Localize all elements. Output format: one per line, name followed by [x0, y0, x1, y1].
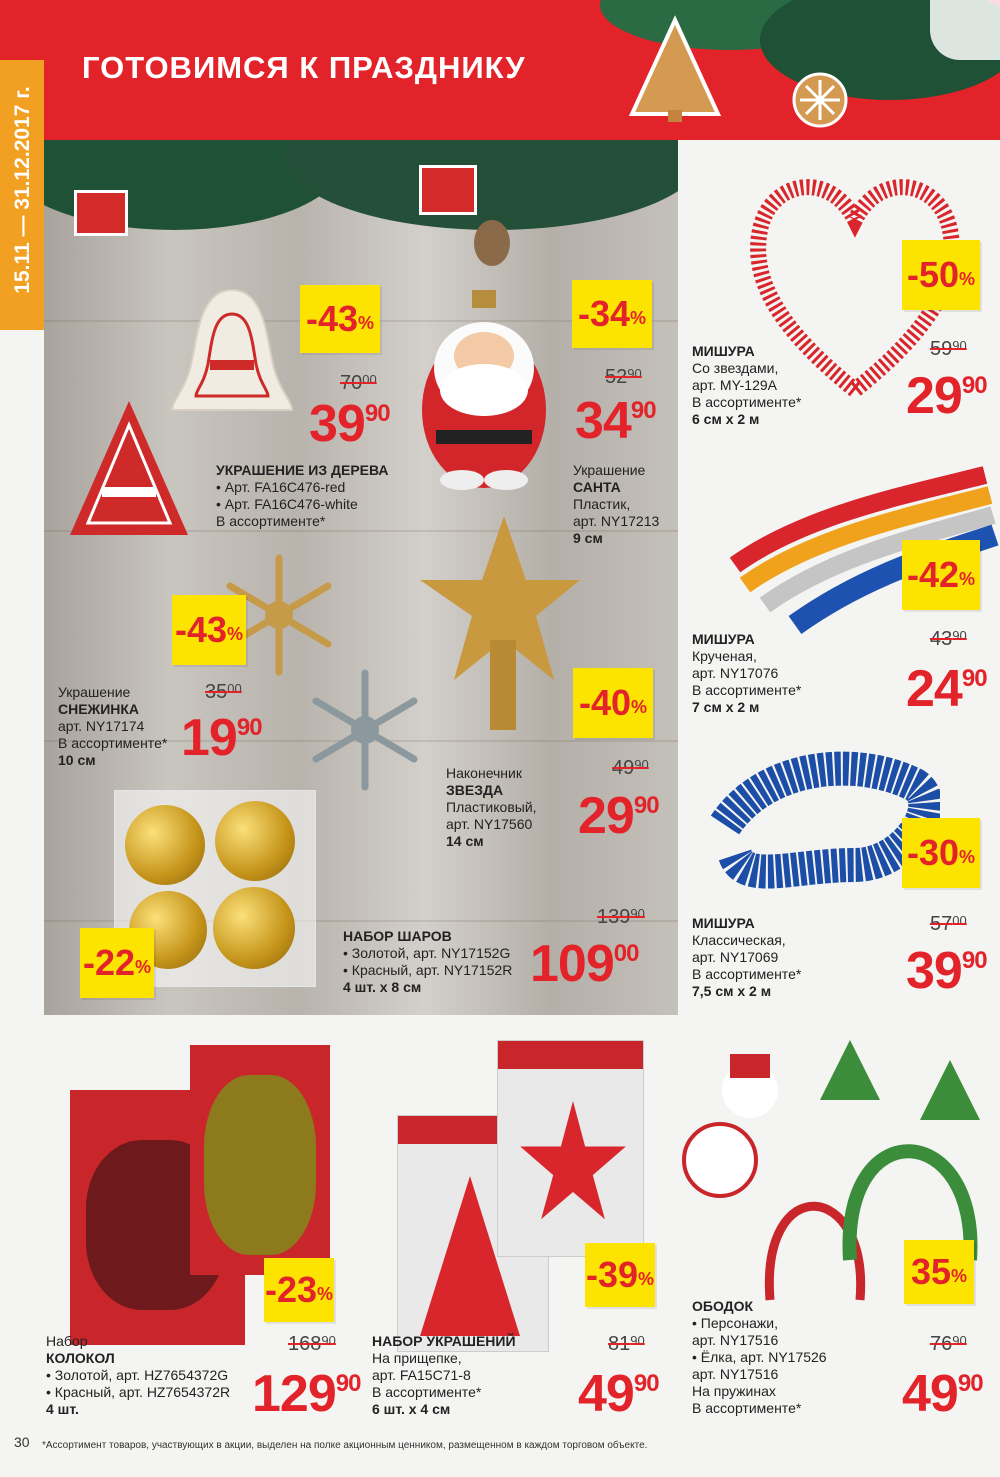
- silver-snowflake-image: [300, 665, 430, 795]
- current-price: $34^{90}$: [575, 392, 656, 450]
- product-description: МИШУРА Классическая, арт. NY17069 В ассортименте* 7,5 см х 2 м: [692, 915, 802, 999]
- product-description: МИШУРА Крученая, арт. NY17076 В ассортименте* 7 см х 2 м: [692, 631, 802, 715]
- old-price: $168^{90}$: [288, 1333, 336, 1355]
- gingerbread-tree-decoration: [620, 14, 730, 124]
- fir-branch-decoration: [284, 140, 678, 230]
- product-description: Наконечник ЗВЕЗДА Пластиковый, арт. NY17560 14 см: [446, 765, 537, 849]
- wooden-tree-ornament-image: [64, 395, 194, 545]
- page-header: [0, 0, 1000, 140]
- current-price: $39^{90}$: [906, 942, 987, 1000]
- gift-box-decoration: [930, 0, 1000, 60]
- discount-badge: 35%: [904, 1240, 974, 1304]
- clip-decor-package-2-image: [497, 1040, 644, 1257]
- discount-badge: -43%: [300, 285, 380, 353]
- old-price: $70^{00}$: [340, 372, 377, 394]
- current-price: $19^{90}$: [181, 709, 262, 767]
- current-price: $29^{90}$: [578, 787, 659, 845]
- discount-badge: -34%: [572, 280, 652, 348]
- old-price: $43^{90}$: [930, 628, 967, 650]
- current-price: $49^{90}$: [902, 1365, 983, 1423]
- old-price: $76^{90}$: [930, 1333, 967, 1355]
- discount-badge: -43%: [172, 595, 246, 665]
- discount-badge: -23%: [264, 1258, 334, 1322]
- discount-badge: -39%: [585, 1243, 655, 1307]
- santa-ornament-image: [414, 290, 554, 490]
- discount-badge: -40%: [573, 668, 653, 738]
- product-description: Украшение САНТА Пластик, арт. NY17213 9 см: [573, 462, 660, 546]
- pine-cone-icon: [474, 220, 510, 266]
- product-description: НАБОР ШАРОВ • Золотой, арт. NY17152G • Красный, арт. NY17152R 4 шт. х 8 см: [343, 928, 513, 995]
- product-description: Украшение СНЕЖИНКА арт. NY17174 В ассортименте* 10 см: [58, 684, 168, 768]
- current-price: $129^{90}$: [252, 1365, 361, 1423]
- old-price: $52^{90}$: [605, 366, 642, 388]
- discount-badge: -22%: [80, 928, 154, 998]
- page-number: 30: [14, 1434, 30, 1450]
- promo-date-range: 15.11 — 31.12.2017 г.: [11, 86, 34, 294]
- date-tab: [0, 60, 44, 330]
- current-price: $109^{00}$: [530, 935, 639, 993]
- discount-badge: -50%: [902, 240, 980, 310]
- current-price: $29^{90}$: [906, 367, 987, 425]
- page-title: ГОТОВИМСЯ К ПРАЗДНИКУ: [82, 50, 526, 85]
- product-description: ОБОДОК • Персонажи, арт. NY17516 • Ёлка, арт. NY17526 арт. NY17516 На пружинах В ассортименте*: [692, 1298, 827, 1416]
- footnote: *Ассортимент товаров, участвующих в акции, выделен на полке акционным ценником, размещенном в каждом торговом объекте.: [42, 1440, 648, 1451]
- gift-box-decoration: [419, 165, 477, 215]
- product-description: МИШУРА Со звездами, арт. MY-129A В ассортименте* 6 см х 2 м: [692, 343, 802, 427]
- product-description: НАБОР УКРАШЕНИЙ На прищепке, арт. FA15C71-8 В ассортименте* 6 шт. х 4 см: [372, 1333, 516, 1417]
- bell-set-gold-package-image: [190, 1045, 330, 1275]
- gingerbread-snowflake-decoration: [790, 70, 850, 130]
- current-price: $49^{90}$: [578, 1365, 659, 1423]
- gift-box-decoration: [74, 190, 128, 236]
- old-price: $81^{90}$: [608, 1333, 645, 1355]
- current-price: $24^{90}$: [906, 660, 987, 718]
- current-price: $39^{90}$: [309, 395, 390, 453]
- product-description: УКРАШЕНИЕ ИЗ ДЕРЕВА • Арт. FA16C476-red • Арт. FA16C476-white В ассортименте*: [216, 462, 389, 529]
- old-price: $49^{90}$: [612, 757, 649, 779]
- wood-background-panel: [44, 140, 678, 1015]
- discount-badge: -42%: [902, 540, 980, 610]
- gold-star-topper-image: [414, 510, 584, 730]
- old-price: $139^{90}$: [597, 906, 645, 928]
- discount-badge: -30%: [902, 818, 980, 888]
- old-price: $57^{00}$: [930, 913, 967, 935]
- product-description: Набор КОЛОКОЛ • Золотой, арт. HZ7654372G • Красный, арт. HZ7654372R 4 шт.: [46, 1333, 231, 1417]
- old-price: $59^{90}$: [930, 338, 967, 360]
- old-price: $35^{00}$: [205, 681, 242, 703]
